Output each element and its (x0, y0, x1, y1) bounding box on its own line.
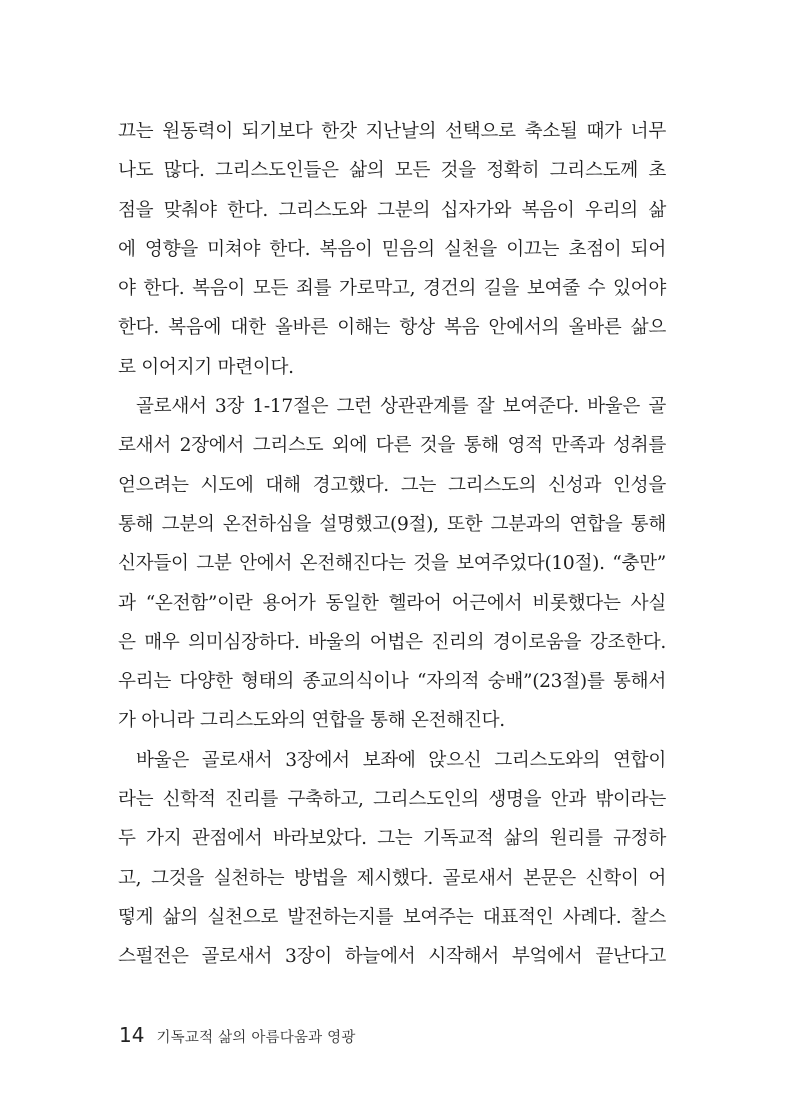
text-line: 떻게 삶의 실천으로 발전하는지를 보여주는 대표적인 사례다. 찰스 (118, 906, 666, 928)
body-text (118, 112, 666, 977)
text-line: 라는 신학적 진리를 구축하고, 그리스도인의 생명을 안과 밖이라는 (118, 789, 666, 811)
text-line-paragraph-start: 골로새서 3장 1-17절은 그런 상관관계를 잘 보여준다. 바울은 골 (136, 396, 666, 418)
text-line: 신자들이 그분 안에서 온전해진다는 것을 보여주었다(10절). “충만” (118, 553, 666, 575)
text-line: 끄는 원동력이 되기보다 한갓 지난날의 선택으로 축소될 때가 너무 (118, 121, 666, 142)
text-line: 로새서 2장에서 그리스도 외에 다른 것을 통해 영적 만족과 성취를 (118, 435, 666, 457)
text-line: 고, 그것을 실천하는 방법을 제시했다. 골로새서 본문은 신학이 어 (118, 867, 666, 889)
text-line: 점을 맞춰야 한다. 그리스도와 그분의 십자가와 복음이 우리의 삶 (118, 199, 666, 221)
text-line: 은 매우 의미심장하다. 바울의 어법은 진리의 경이로움을 강조한다. (118, 631, 666, 653)
text-line: 가 아니라 그리스도와의 연합을 통해 온전해진다. (118, 710, 505, 732)
text-line: 우리는 다양한 형태의 종교의식이나 “자의적 숭배”(23절)를 통해서 (118, 671, 666, 693)
running-title: 기독교적 삶의 아름다움과 영광 (156, 1030, 356, 1046)
text-line: 과 “온전함”이란 용어가 동일한 헬라어 어근에서 비롯했다는 사실 (118, 592, 666, 614)
text-line: 두 가지 관점에서 바라보았다. 그는 기독교적 삶의 원리를 규정하 (118, 828, 666, 850)
text-line: 얻으려는 시도에 대해 경고했다. 그는 그리스도의 신성과 인성을 (118, 474, 666, 496)
page-footer (119, 1023, 356, 1051)
text-line: 야 한다. 복음이 모든 죄를 가로막고, 경건의 길을 보여줄 수 있어야 (118, 278, 666, 300)
page-number: 14 (119, 1023, 145, 1047)
text-line: 스펄전은 골로새서 3장이 하늘에서 시작해서 부엌에서 끝난다고 (118, 946, 666, 968)
text-line: 에 영향을 미쳐야 한다. 복음이 믿음의 실천을 이끄는 초점이 되어 (118, 238, 666, 260)
text-line-paragraph-start: 바울은 골로새서 3장에서 보좌에 앉으신 그리스도와의 연합이 (136, 749, 666, 771)
text-line: 통해 그분의 온전하심을 설명했고(9절), 또한 그분과의 연합을 통해 (118, 513, 666, 535)
text-line: 한다. 복음에 대한 올바른 이해는 항상 복음 안에서의 올바른 삶으 (118, 317, 666, 339)
text-line: 나도 많다. 그리스도인들은 삶의 모든 것을 정확히 그리스도께 초 (118, 160, 666, 182)
text-line: 로 이어지기 마련이다. (118, 356, 294, 378)
